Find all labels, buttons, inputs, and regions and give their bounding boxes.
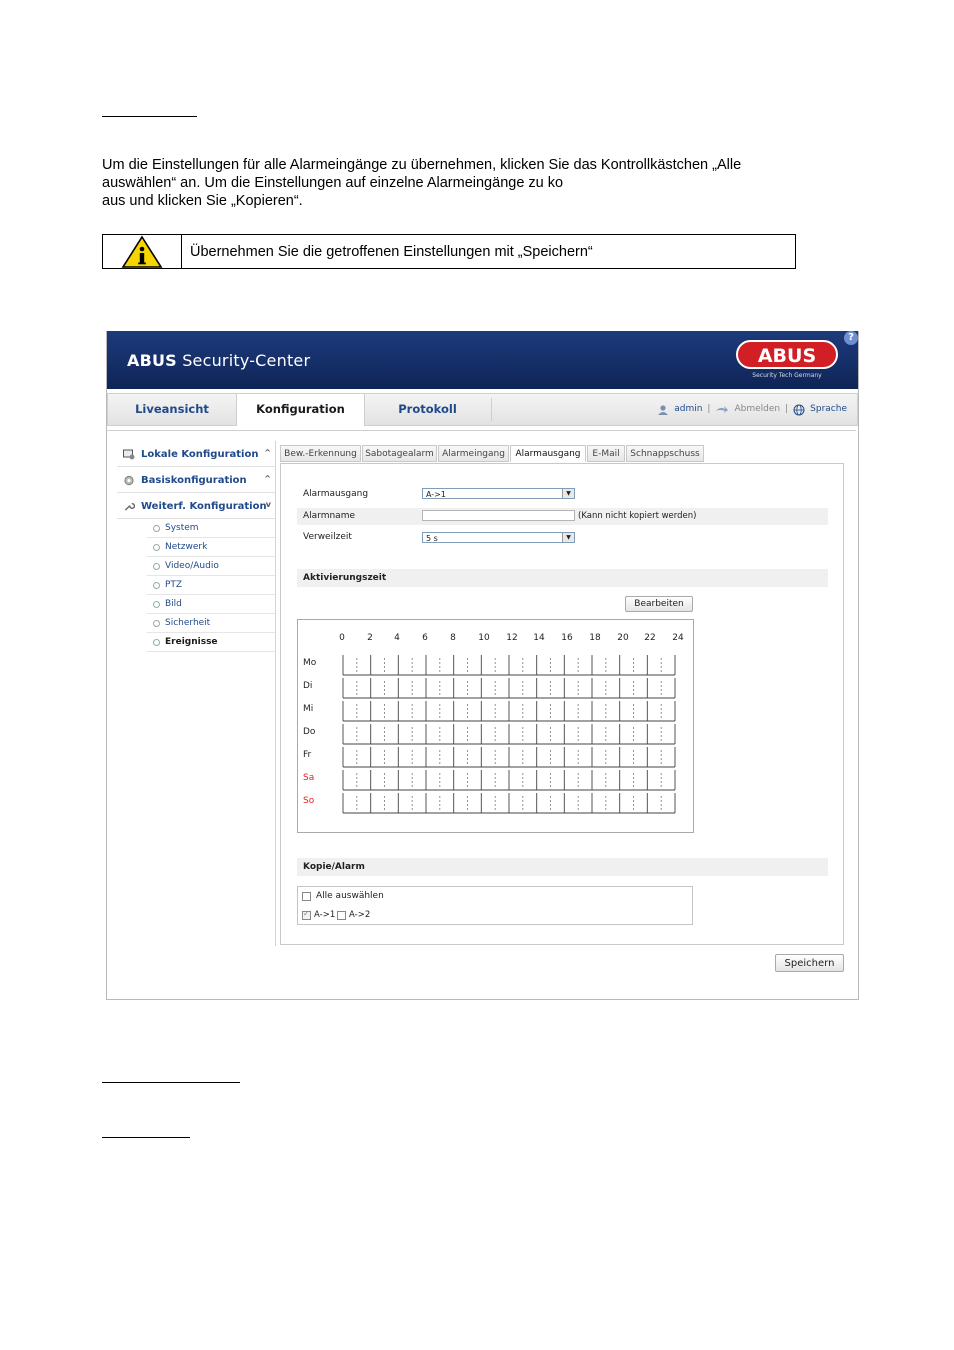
schedule-panel[interactable] [297, 619, 694, 833]
hour-label: 20 [617, 633, 629, 643]
note-text: Übernehmen Sie die getroffenen Einstellungen mit „Speichern“ [190, 243, 593, 260]
alarmausgang-label: Alarmausgang [303, 489, 369, 499]
nav-divider: | [707, 404, 711, 414]
output-a2-checkbox[interactable] [337, 911, 346, 920]
hour-label: 4 [394, 633, 400, 643]
hour-label: 16 [561, 633, 573, 643]
hour-label: 0 [339, 633, 345, 643]
hour-label: 12 [506, 633, 518, 643]
instruction-paragraph [102, 156, 862, 210]
sidebar-group-basiskonfiguration[interactable] [117, 467, 275, 493]
sidebar-item-system[interactable] [147, 519, 275, 538]
nav-user-area [657, 394, 847, 425]
aktivierungszeit-title: Aktivierungszeit [303, 573, 387, 583]
day-label-sa: Sa [303, 773, 315, 783]
verweilzeit-value: 5 s [426, 534, 438, 543]
logo-tagline: Security Tech Germany [752, 372, 822, 379]
logo-text: ABUS [757, 345, 817, 367]
hour-label: 14 [533, 633, 545, 643]
alarmname-input[interactable] [422, 510, 575, 521]
sidebar-item-netzwerk[interactable] [147, 538, 275, 557]
speichern-button[interactable]: Speichern [775, 954, 844, 972]
schedule-grid[interactable] [342, 652, 678, 816]
day-label-fr: Fr [303, 750, 312, 760]
tab-e-mail[interactable]: E-Mail [587, 445, 625, 462]
day-label-so: So [303, 796, 315, 806]
sidebar-item-label: Bild [165, 599, 182, 609]
language-link[interactable]: Sprache [810, 404, 847, 414]
hour-label: 10 [478, 633, 490, 643]
alarmausgang-select[interactable] [422, 488, 575, 499]
heading-underline-bottom [102, 1137, 190, 1138]
abus-logo [735, 339, 839, 381]
chevron-down-icon: v [265, 500, 271, 509]
bullet-icon [153, 601, 160, 608]
chevron-up-icon: ^ [264, 474, 271, 483]
main-nav [107, 393, 858, 426]
bullet-icon [153, 639, 160, 646]
alarmausgang-value: A->1 [426, 490, 446, 499]
sidebar-item-video-audio[interactable] [147, 557, 275, 576]
chevron-up-icon: ^ [264, 448, 271, 457]
paragraph-line-2: auswählen“ an. Um die Einstellungen auf einzelne Alarmeingänge zu ko [102, 175, 564, 191]
local-config-icon [123, 449, 135, 460]
user-icon [657, 404, 669, 416]
dropdown-arrow-icon: ▼ [562, 533, 574, 542]
bullet-icon [153, 544, 160, 551]
output-a2-label: A->2 [349, 910, 371, 920]
sidebar-group-label: Basiskonfiguration [141, 475, 247, 486]
copy-box [297, 886, 693, 925]
tab-bew-erkennung[interactable]: Bew.-Erkennung [280, 445, 361, 462]
heading-underline-middle [102, 1082, 240, 1083]
sidebar-item-label: Sicherheit [165, 618, 211, 628]
hour-label: 6 [422, 633, 428, 643]
sidebar-item-label: Video/Audio [165, 561, 219, 571]
bullet-icon [153, 620, 160, 627]
sidebar-group-weiterf-konfiguration[interactable] [117, 493, 275, 519]
app-header [107, 331, 858, 389]
day-label-do: Do [303, 727, 316, 737]
sidebar-item-label: Netzwerk [165, 542, 208, 552]
tab-schnappschuss[interactable]: Schnappschuss [626, 445, 704, 462]
logout-icon [715, 405, 729, 415]
hour-label: 2 [367, 633, 373, 643]
app-title: ABUS Security-Center [127, 351, 311, 370]
wrench-icon [123, 501, 135, 512]
sidebar-item-ereignisse[interactable] [147, 633, 275, 652]
day-label-mo: Mo [303, 658, 317, 668]
paragraph-line-3: aus und klicken Sie „Kopieren“. [102, 193, 303, 209]
tab-sabotagealarm[interactable]: Sabotagealarm [362, 445, 437, 462]
alarmname-note: (Kann nicht kopiert werden) [578, 511, 697, 521]
kopie-alarm-title: Kopie/Alarm [303, 862, 365, 872]
hour-label: 24 [672, 633, 684, 643]
dropdown-arrow-icon: ▼ [562, 489, 574, 498]
output-a1-checkbox[interactable] [302, 911, 311, 920]
verweilzeit-label: Verweilzeit [303, 532, 352, 542]
day-label-mi: Mi [303, 704, 314, 714]
tab-liveansicht[interactable]: Liveansicht [135, 402, 209, 416]
alarmname-label: Alarmname [303, 511, 356, 521]
sidebar-item-ptz[interactable] [147, 576, 275, 595]
nav-divider-2: | [785, 404, 789, 414]
hour-label: 18 [589, 633, 601, 643]
sidebar-group-label: Lokale Konfiguration [141, 449, 259, 460]
output-a1-label: A->1 [314, 910, 336, 920]
logout-link[interactable]: Abmelden [734, 404, 781, 414]
help-icon[interactable]: ? [844, 331, 858, 345]
username: admin [674, 404, 703, 414]
tab-alarmeingang[interactable]: Alarmeingang [438, 445, 509, 462]
bullet-icon [153, 563, 160, 570]
kopie-alarm-header [297, 858, 828, 876]
sidebar-item-label: Ereignisse [165, 637, 218, 647]
security-center-window [106, 331, 859, 1000]
sidebar-item-sicherheit[interactable] [147, 614, 275, 633]
sidebar-group-label: Weiterf. Konfiguration [141, 501, 267, 512]
sidebar-item-label: PTZ [165, 580, 183, 590]
sidebar-item-bild[interactable] [147, 595, 275, 614]
globe-icon [793, 404, 805, 416]
tab-konfiguration[interactable]: Konfiguration [236, 394, 365, 426]
sidebar-group-lokale-konfiguration[interactable] [117, 441, 275, 467]
nav-separator [491, 398, 492, 421]
tab-alarmausgang[interactable]: Alarmausgang [510, 445, 586, 462]
hour-label: 22 [644, 633, 656, 643]
bullet-icon [153, 525, 160, 532]
day-label-di: Di [303, 681, 313, 691]
select-all-label: Alle auswählen [316, 891, 384, 901]
gear-icon [123, 475, 135, 486]
heading-underline-top [102, 116, 197, 117]
hour-label: 8 [450, 633, 456, 643]
sidebar-item-label: System [165, 523, 199, 533]
tab-protokoll[interactable]: Protokoll [398, 402, 457, 416]
sidebar [117, 441, 275, 652]
bullet-icon [153, 582, 160, 589]
info-warning-icon [103, 235, 182, 268]
sidebar-divider [275, 441, 276, 946]
bearbeiten-button[interactable]: Bearbeiten [625, 596, 693, 612]
verweilzeit-select[interactable] [422, 532, 575, 543]
select-all-checkbox[interactable] [302, 892, 311, 901]
note-box [102, 234, 796, 269]
paragraph-line-1: Um die Einstellungen für alle Alarmeingänge zu übernehmen, klicken Sie das Kontrollkästchen „Alle [102, 157, 742, 173]
